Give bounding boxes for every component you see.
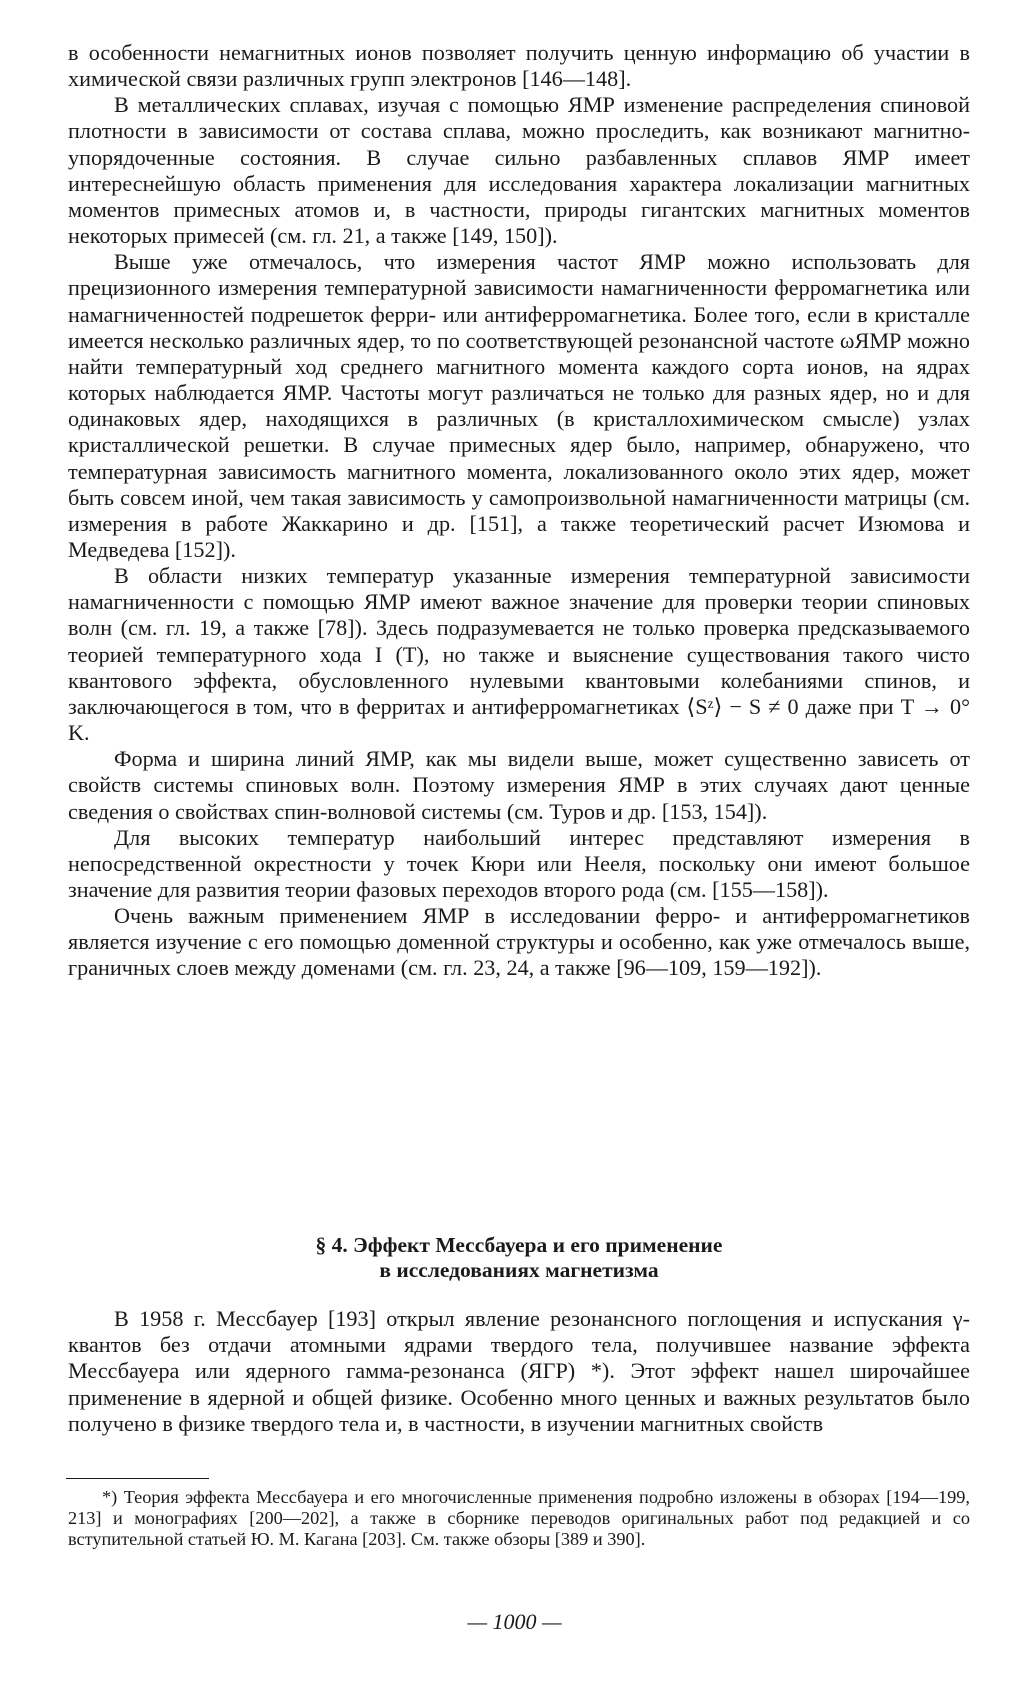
main-text (68, 40, 970, 982)
paragraph: в особенности немагнитных ионов позволяет получить ценную информацию об участии в химической связи различных групп электронов [146—148]. (68, 40, 970, 92)
section-heading-line-2: в исследованиях магнетизма (379, 1258, 659, 1282)
section-heading (68, 1233, 970, 1283)
paragraph: В области низких температур указанные измерения температурной зависимости намагниченности с помощью ЯМР имеют важное значение для проверки теории спиновых волн (см. гл. 19, а также [78]). Здесь подразумевается не только проверка предсказываемого теорией температурного хода I (T), но также и выяснение существования такого чисто квантового эффекта, обусловленного нулевыми квантовыми колебаниями спинов, и заключающегося в том, что в ферритах и антиферромагнетиках ⟨Sᶻ⟩ − S ≠ 0 даже при T → 0° K. (68, 563, 970, 746)
paragraph: В металлических сплавах, изучая с помощью ЯМР изменение распределения спиновой плотности в зависимости от состава сплава, можно проследить, как возникают магнитно-упорядоченные состояния. В случае сильно разбавленных сплавов ЯМР имеет интереснейшую область применения для исследования характера локализации магнитных моментов примесных атомов и, в частности, природы гигантских магнитных моментов некоторых примесей (см. гл. 21, а также [149, 150]). (68, 92, 970, 249)
paragraph: Для высоких температур наибольший интерес представляют измерения в непосредственной окрестности у точек Кюри или Нееля, поскольку они имеют большое значение для развития теории фазовых переходов второго рода (см. [155—158]). (68, 824, 970, 902)
section-paragraph: В 1958 г. Мессбауер [193] открыл явление резонансного поглощения и испускания γ-квантов без отдачи атомными ядрами твердого тела, получившее название эффекта Мессбауера или ядерного гамма-резонанса (ЯГР) *). Этот эффект нашел широчайшее применение в ядерной и общей физике. Особенно много ценных и важных результатов было получено в физике твердого тела и, в частности, в изучении магнитных свойств (68, 1306, 970, 1436)
page-number: — 1000 — (467, 1609, 562, 1634)
section-heading-line-1: § 4. Эффект Мессбауера и его применение (315, 1233, 723, 1257)
footnote: *) Теория эффекта Мессбауера и его многочисленные применения подробно изложены в обзорах [194—199, 213] и монографиях [200—202], а также в сборнике переводов оригинальных работ под редакцией и со вступительной статьей Ю. М. Кагана [203]. См. также обзоры [389 и 390]. (68, 1487, 970, 1550)
section-text (68, 1306, 970, 1437)
footnote-divider (66, 1478, 209, 1479)
paragraph: Форма и ширина линий ЯМР, как мы видели выше, может существенно зависеть от свойств системы спиновых волн. Поэтому измерения ЯМР в этих случаях дают ценные сведения о свойствах спин-волновой системы (см. Туров и др. [153, 154]). (68, 746, 970, 824)
paragraph: Выше уже отмечалось, что измерения частот ЯМР можно использовать для прецизионного измерения температурной зависимости намагниченности ферромагнетика или намагниченностей подрешеток ферри- или антиферромагнетика. Более того, если в кристалле имеется несколько различных ядер, то по соответствующей резонансной частоте ωЯМР можно найти температурный ход среднего магнитного момента каждого сорта ионов, на ядрах которых наблюдается ЯМР. Частоты могут различаться не только для разных ядер, но и для одинаковых ядер, находящихся в различных (в кристаллохимическом смысле) узлах кристаллической решетки. В случае примесных ядер было, например, обнаружено, что температурная зависимость магнитного момента, локализованного около этих ядер, может быть совсем иной, чем такая зависимость у самопроизвольной намагниченности матрицы (см. измерения в работе Жаккарино и др. [151], а также теоретический расчет Изюмова и Медведева [152]). (68, 249, 970, 562)
paragraph: Очень важным применением ЯМР в исследовании ферро- и антиферромагнетиков является изучение с его помощью доменной структуры и особенно, как уже отмечалось выше, граничных слоев между доменами (см. гл. 23, 24, а также [96—109, 159—192]). (68, 903, 970, 981)
